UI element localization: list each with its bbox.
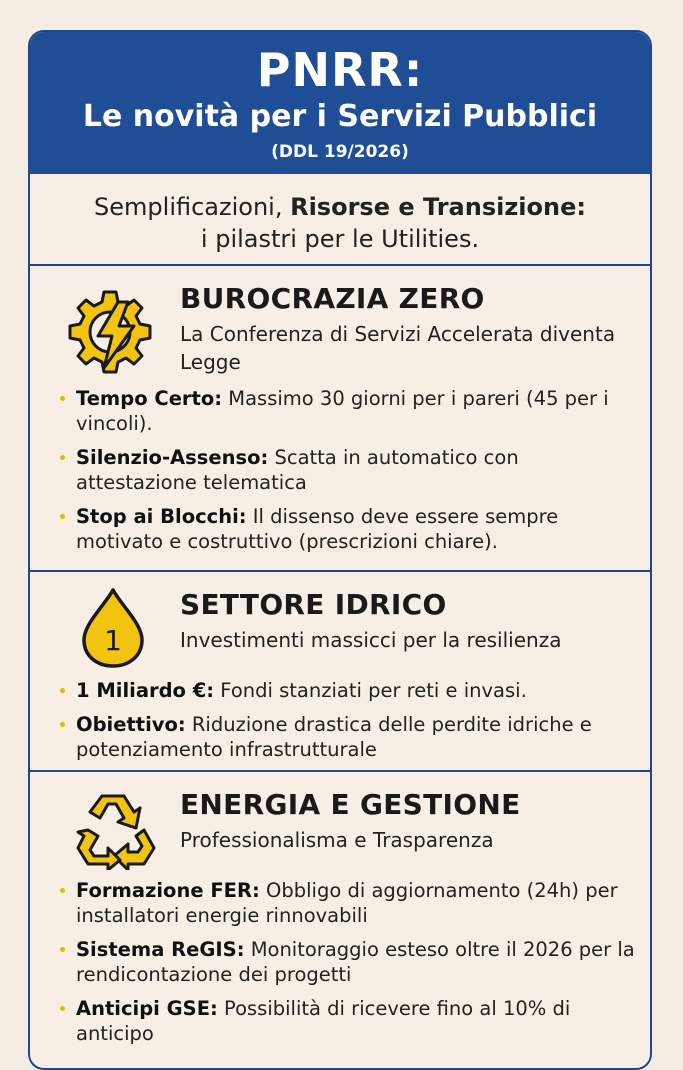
list-item (58, 996, 638, 1046)
bullet-dot (60, 688, 65, 693)
bullet-label: Anticipi GSE: (76, 997, 218, 1020)
intro-line-2: i pilastri per le Utilities. (200, 225, 480, 253)
drop-number: 1 (104, 624, 122, 657)
law-reference: (DDL 19/2026) (271, 142, 409, 162)
list-item (58, 386, 638, 436)
bullet-label: Obiettivo: (76, 713, 186, 736)
bullet-dot (60, 947, 65, 952)
section-title: ENERGIA E GESTIONE (180, 788, 521, 821)
section-title: SETTORE IDRICO (180, 588, 447, 621)
section-idrico (30, 572, 650, 772)
bullet-dot (60, 888, 65, 893)
list-item (58, 878, 638, 928)
bullet-dot (60, 722, 65, 727)
list-item (58, 678, 638, 703)
bullet-label: Stop ai Blocchi: (76, 505, 247, 528)
bullet-label: Formazione FER: (76, 879, 260, 902)
section-subtitle: Investimenti massicci per la resilienza (180, 628, 562, 652)
header-banner (30, 32, 650, 174)
bullet-dot (60, 1006, 65, 1011)
bullet-list (58, 878, 638, 1055)
bullet-label: 1 Miliardo €: (76, 679, 215, 702)
page-subtitle: Le novità per i Servizi Pubblici (82, 99, 598, 134)
bullet-list (58, 678, 638, 771)
bullet-label: Sistema ReGIS: (76, 938, 245, 961)
bullet-dot (60, 514, 65, 519)
bullet-text: Il dissenso deve essere sempre motivato e costruttivo (prescrizioni chiare). (76, 505, 559, 553)
section-title: BUROCRAZIA ZERO (180, 282, 485, 315)
bullet-label: Silenzio-Assenso: (76, 446, 269, 469)
list-item (58, 937, 638, 987)
page-title: PNRR: (256, 43, 424, 97)
section-subtitle: Professionalisma e Trasparenza (180, 828, 494, 852)
bullet-dot (60, 396, 65, 401)
bullet-dot (60, 455, 65, 460)
intro-text: Semplificazioni, (94, 193, 291, 221)
infographic-card (28, 30, 652, 1070)
bullet-label: Tempo Certo: (76, 387, 223, 410)
bullet-text: Massimo 30 giorni per i pareri (45 per i vincoli). (76, 387, 609, 435)
water-drop-icon (74, 586, 152, 670)
list-item (58, 712, 638, 762)
section-burocrazia (30, 266, 650, 572)
bullet-text: Riduzione drastica delle perdite idriche e potenziamento infrastrutturale (76, 713, 592, 761)
intro-box (30, 174, 650, 266)
recycle-icon (72, 790, 160, 870)
list-item (58, 445, 638, 495)
gear-lightning-icon (64, 284, 156, 376)
bullet-list (58, 386, 638, 563)
intro-bold-text: Risorse e Transizione: (290, 193, 586, 221)
bullet-text: Monitoraggio esteso oltre il 2026 per la rendicontazione dei progetti (76, 938, 635, 986)
bullet-text: Scatta in automatico con attestazione telematica (76, 446, 519, 494)
bullet-text: Possibilità di ricevere fino al 10% di anticipo (76, 997, 571, 1045)
bullet-text: Fondi stanziati per reti e invasi. (214, 679, 527, 702)
intro-line-1 (30, 191, 650, 223)
section-subtitle: La Conferenza di Servizi Accelerata diventa Legge (180, 322, 616, 374)
section-energia (30, 772, 650, 1070)
bullet-text: Obbligo di aggiornamento (24h) per installatori energie rinnovabili (76, 879, 618, 927)
list-item (58, 504, 638, 554)
